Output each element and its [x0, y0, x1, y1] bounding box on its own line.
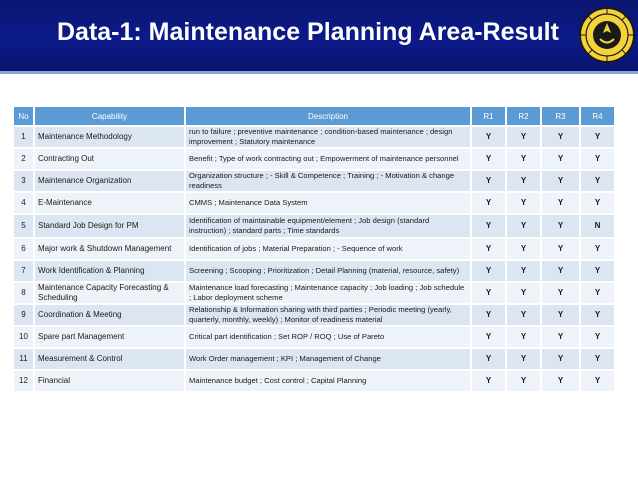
cell-r4: Y [581, 127, 614, 147]
cell-capability: Measurement & Control [35, 349, 184, 369]
cell-r2: Y [507, 283, 540, 303]
cell-r4: Y [581, 171, 614, 191]
cell-r2: Y [507, 193, 540, 213]
cell-r4: Y [581, 239, 614, 259]
cell-r1: Y [472, 283, 505, 303]
cell-capability: Major work & Shutdown Management [35, 239, 184, 259]
cell-r4: Y [581, 283, 614, 303]
cell-r4: Y [581, 349, 614, 369]
cell-r2: Y [507, 127, 540, 147]
cell-r1: Y [472, 349, 505, 369]
cell-r3: Y [542, 349, 579, 369]
cell-capability: Work Identification & Planning [35, 261, 184, 281]
header-r3: R3 [542, 107, 579, 125]
cell-r4: Y [581, 193, 614, 213]
table-row [14, 327, 614, 347]
cell-r3: Y [542, 171, 579, 191]
cell-description: run to failure ; preventive maintenance ; condition-based maintenance ; design improvement ; Statutory maintenance [186, 127, 470, 147]
cell-r4: Y [581, 327, 614, 347]
cell-capability: Maintenance Methodology [35, 127, 184, 147]
cell-capability: Maintenance Organization [35, 171, 184, 191]
cell-no: 5 [14, 215, 33, 237]
header-r1: R1 [472, 107, 505, 125]
cell-r3: Y [542, 327, 579, 347]
cell-r4: N [581, 215, 614, 237]
cell-r1: Y [472, 215, 505, 237]
table-row [14, 215, 614, 237]
cell-r1: Y [472, 261, 505, 281]
header-no: No [14, 107, 33, 125]
cell-r1: Y [472, 171, 505, 191]
cell-r2: Y [507, 349, 540, 369]
cell-no: 9 [14, 305, 33, 325]
cell-description: Identification of maintainable equipment/element ; Job design (standard instruction) ; standard parts ; Time standards [186, 215, 470, 237]
table-row [14, 127, 614, 147]
cell-description: Work Order management ; KPI ; Management of Change [186, 349, 470, 369]
cell-capability: Financial [35, 371, 184, 391]
cell-r4: Y [581, 305, 614, 325]
cell-no: 6 [14, 239, 33, 259]
cell-r2: Y [507, 305, 540, 325]
cell-r4: Y [581, 149, 614, 169]
table-row [14, 371, 614, 391]
cell-capability: Maintenance Capacity Forecasting & Scheduling [35, 283, 184, 303]
cell-description: Relationship & Information sharing with third parties ; Periodic meeting (yearly, quarterly, monthly, weekly) ; Monitor of readiness material [186, 305, 470, 325]
cell-r1: Y [472, 193, 505, 213]
cell-r2: Y [507, 371, 540, 391]
cell-r3: Y [542, 261, 579, 281]
university-seal-icon [578, 6, 636, 64]
cell-capability: E-Maintenance [35, 193, 184, 213]
cell-r2: Y [507, 327, 540, 347]
header-description: Description [186, 107, 470, 125]
cell-description: Organization structure ; - Skill & Competence ; Training ; - Motivation & change readiness [186, 171, 470, 191]
cell-r3: Y [542, 149, 579, 169]
header-r2: R2 [507, 107, 540, 125]
cell-description: CMMS ; Maintenance Data System [186, 193, 470, 213]
cell-capability: Contracting Out [35, 149, 184, 169]
cell-r3: Y [542, 239, 579, 259]
cell-r3: Y [542, 215, 579, 237]
maintenance-planning-table [12, 105, 616, 393]
cell-no: 1 [14, 127, 33, 147]
title-banner [0, 0, 638, 74]
cell-r4: Y [581, 261, 614, 281]
cell-description: Maintenance load forecasting ; Maintenance capacity ; Job loading ; Job schedule ; Labor deployment scheme [186, 283, 470, 303]
cell-r3: Y [542, 193, 579, 213]
cell-r2: Y [507, 171, 540, 191]
cell-r1: Y [472, 127, 505, 147]
cell-no: 10 [14, 327, 33, 347]
cell-no: 12 [14, 371, 33, 391]
cell-no: 2 [14, 149, 33, 169]
cell-description: Screening ; Scooping ; Prioritization ; Detail Planning (material, resource, safety) [186, 261, 470, 281]
header-capability: Capability [35, 107, 184, 125]
cell-capability: Coordination & Meeting [35, 305, 184, 325]
table-row [14, 305, 614, 325]
cell-r2: Y [507, 239, 540, 259]
cell-r3: Y [542, 283, 579, 303]
cell-no: 8 [14, 283, 33, 303]
table-row [14, 149, 614, 169]
cell-no: 11 [14, 349, 33, 369]
cell-description: Maintenance budget ; Cost control ; Capital Planning [186, 371, 470, 391]
cell-no: 7 [14, 261, 33, 281]
cell-r1: Y [472, 149, 505, 169]
cell-r1: Y [472, 239, 505, 259]
table-row [14, 283, 614, 303]
cell-r3: Y [542, 127, 579, 147]
cell-no: 3 [14, 171, 33, 191]
cell-r3: Y [542, 371, 579, 391]
slide-title: Data-1: Maintenance Planning Area-Result [57, 18, 559, 46]
table-row [14, 349, 614, 369]
cell-description: Critical part identification ; Set ROP / ROQ ; Use of Pareto [186, 327, 470, 347]
cell-capability: Spare part Management [35, 327, 184, 347]
cell-r2: Y [507, 261, 540, 281]
table-row [14, 193, 614, 213]
cell-r1: Y [472, 371, 505, 391]
cell-capability: Standard Job Design for PM [35, 215, 184, 237]
table-row [14, 171, 614, 191]
cell-description: Identification of jobs ; Material Preparation ; - Sequence of work [186, 239, 470, 259]
table-row [14, 261, 614, 281]
table-row [14, 239, 614, 259]
cell-r2: Y [507, 149, 540, 169]
cell-no: 4 [14, 193, 33, 213]
table-header-row [14, 107, 614, 125]
cell-r3: Y [542, 305, 579, 325]
cell-r2: Y [507, 215, 540, 237]
header-r4: R4 [581, 107, 614, 125]
cell-description: Benefit ; Type of work contracting out ; Empowerment of maintenance personnel [186, 149, 470, 169]
cell-r1: Y [472, 327, 505, 347]
cell-r1: Y [472, 305, 505, 325]
cell-r4: Y [581, 371, 614, 391]
